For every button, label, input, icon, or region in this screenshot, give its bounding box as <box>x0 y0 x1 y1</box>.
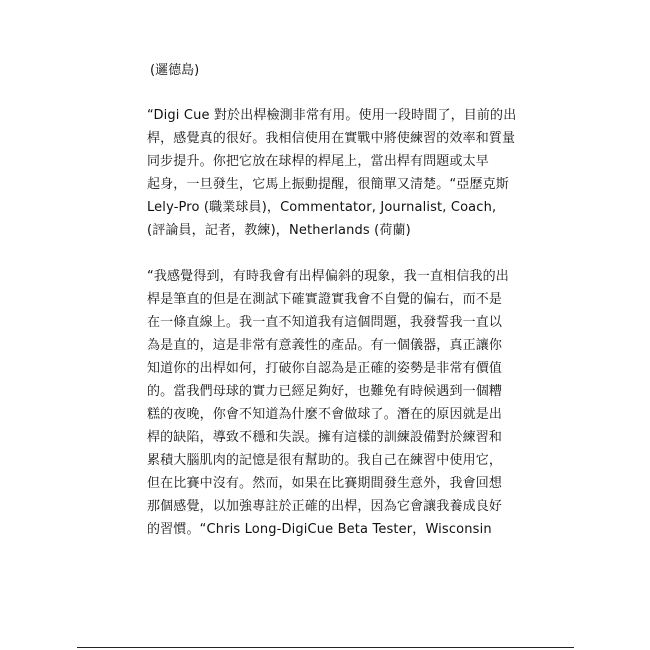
testimonial-2-line: 為是直的，這是非常有意義性的產品。有一個儀器，真正讓你 <box>147 338 503 353</box>
testimonial-1-line: 桿，感覺真的很好。我相信使用在實戰中將使練習的效率和質量 <box>147 131 516 146</box>
testimonial-1-line: Lely-Pro (職業球員)，Commentator, Journalist, Coach, <box>147 200 497 215</box>
testimonial-2-line: 那個感覺，以加強專註於正確的出桿，因為它會讓我養成良好 <box>147 499 503 514</box>
testimonial-2-line: 桿是筆直的但是在測試下確實證實我會不自覺的偏右，而不是 <box>147 292 503 307</box>
testimonial-2-line: 桿的缺陷，導致不穩和失誤。擁有這樣的訓練設備對於練習和 <box>147 430 503 445</box>
testimonial-2-line: 在一條直線上。我一直不知道我有這個問題，我發誓我一直以 <box>147 315 503 330</box>
testimonial-2-line: 的習慣。“Chris Long-DigiCue Beta Tester，Wisconsin <box>147 522 492 537</box>
location-heading: (邏德島) <box>150 63 200 78</box>
testimonial-1-line: 同步提升。你把它放在球桿的桿尾上，當出桿有問題或太早 <box>147 154 489 169</box>
testimonial-2-line: 但在比賽中沒有。然而，如果在比賽期間發生意外，我會回想 <box>147 476 503 491</box>
testimonial-2-line: 的。當我們母球的實力已經足夠好，也難免有時候遇到一個糟 <box>147 384 503 399</box>
testimonial-2-line: “我感覺得到，有時我會有出桿偏斜的現象，我一直相信我的出 <box>147 269 509 284</box>
testimonial-1-line: 起身，一旦發生，它馬上振動提醒，很簡單又清楚。“亞歷克斯 <box>147 177 509 192</box>
testimonial-1-line: (評論員，記者，教練)，Netherlands (荷蘭) <box>147 223 411 238</box>
testimonial-2-line: 糕的夜晚，你會不知道為什麼不會做球了。潛在的原因就是出 <box>147 407 503 422</box>
testimonial-1-line: “Digi Cue 對於出桿檢測非常有用。使用一段時間了，目前的出 <box>147 108 517 123</box>
page-bottom-rule <box>77 647 574 648</box>
testimonial-2-line: 知道你的出桿如何，打破你自認為是正確的姿勢是非常有價值 <box>147 361 503 376</box>
testimonial-2-line: 累積大腦肌肉的記憶是很有幫助的。我自己在練習中使用它， <box>147 453 503 468</box>
